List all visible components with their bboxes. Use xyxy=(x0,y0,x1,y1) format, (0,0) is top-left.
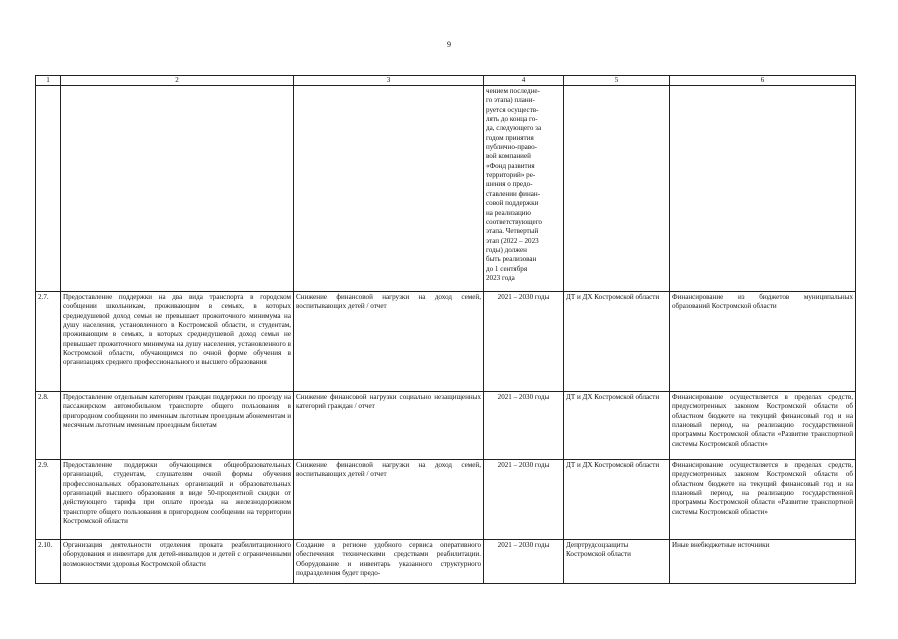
result-cell: Создание в регионе удобного сервиса оперативного обеспечения техническими средствами реабилитации. Оборудование и инвентарь указанного структурного подразделения будет предо- xyxy=(294,540,484,584)
page-number: 9 xyxy=(447,40,451,49)
table-row xyxy=(36,86,856,292)
funding-cell: Финансирование из бюджетов муниципальных образований Костромской области xyxy=(670,292,856,392)
measure-cell: Организация деятельности отделения проката реабилитационного оборудования и инвентаря для детей-инвалидов и детей с ограниченными возможностями здоровья Костромской области xyxy=(61,540,294,584)
executor-cell: ДТ и ДХ Костромской области xyxy=(564,392,670,460)
result-cell: Снижение финансовой нагрузки на доход семей, воспитывающих детей / отчет xyxy=(294,460,484,540)
measures-table xyxy=(35,75,856,584)
row-number: 2.10. xyxy=(36,540,61,584)
measure-cell xyxy=(61,86,294,292)
column-header: 2 xyxy=(61,76,294,86)
funding-cell: Финансирование осуществляется в пределах средств, предусмотренных законом Костромской области об областном бюджете на текущий финансовый год и на плановый период, на реализацию государственной программы Костромской области «Развитие транспортной системы Костромской области» xyxy=(670,392,856,460)
executor-cell: ДТ и ДХ Костромской области xyxy=(564,460,670,540)
measure-cell: Предоставление поддержки обучающимся общеобразовательных организаций, студентам, слушателям очной формы обучения профессиональных образовательных организаций и образовательных организаций высшего образования в виде 50-процентной скидки от действующего тарифа при оплате проезда на железнодорожном транспорте общего пользования в пригородном сообщении на территории Костромской области xyxy=(61,460,294,540)
table-header-row xyxy=(36,76,856,86)
row-number: 2.9. xyxy=(36,460,61,540)
table-row xyxy=(36,460,856,540)
period-cell: 2021 – 2030 годы xyxy=(484,392,564,460)
result-cell: Снижение финансовой нагрузки социально незащищенных категорий граждан / отчет xyxy=(294,392,484,460)
funding-cell: Финансирование осуществляется в пределах средств, предусмотренных законом Костромской области об областном бюджете на текущий финансовый год и на плановый период, на реализацию государственной программы Костромской области «Развитие транспортной системы Костромской области» xyxy=(670,460,856,540)
table-row xyxy=(36,392,856,460)
row-number xyxy=(36,86,61,292)
funding-cell: Иные внебюджетные источники xyxy=(670,540,856,584)
column-header: 5 xyxy=(564,76,670,86)
result-cell: Снижение финансовой нагрузки на доход семей, воспитывающих детей / отчет xyxy=(294,292,484,392)
period-cell: 2021 – 2030 годы xyxy=(484,292,564,392)
column-header: 6 xyxy=(670,76,856,86)
table-row xyxy=(36,540,856,584)
funding-cell xyxy=(670,86,856,292)
result-cell xyxy=(294,86,484,292)
measure-cell: Предоставление отдельным категориям граждан поддержки по проезду на пассажирском автомобильном транспорте общего пользования в пригородном сообщении по именным льготным проездным абонементам и месячным льготным именным проездным билетам xyxy=(61,392,294,460)
column-header: 4 xyxy=(484,76,564,86)
period-cell: 2021 – 2030 годы xyxy=(484,540,564,584)
period-cell: 2021 – 2030 годы xyxy=(484,460,564,540)
column-header: 1 xyxy=(36,76,61,86)
executor-cell xyxy=(564,86,670,292)
column-header: 3 xyxy=(294,76,484,86)
row-number: 2.8. xyxy=(36,392,61,460)
row-number: 2.7. xyxy=(36,292,61,392)
period-cell: чением последне- го этапа) плани- руется осуществ- лять до конца го- да, следующего за годом принятия публично-право- вой компанией «Фонд развития территорий» ре- шения о предо- ставлении финан- совой поддержки на реализацию соответствующего этапа. Четвертый этап (2022 – 2023 годы) должен быть реализован до 1 сентября 2023 года xyxy=(484,86,564,292)
executor-cell: Депртрудсоцзащиты Костромской области xyxy=(564,540,670,584)
table-row xyxy=(36,292,856,392)
executor-cell: ДТ и ДХ Костромской области xyxy=(564,292,670,392)
measure-cell: Предоставление поддержки на два вида транспорта в городском сообщении школьникам, проживающим в семьях, в которых среднедушевой доход семьи не превышает прожиточного минимума на душу населения, установленного в Костромской области, и студентам, проживающим в семьях, в которых среднедушевой доход семьи не превышает прожиточного минимума на душу населения, установленного в Костромской области, обучающимся по очной форме обучения в организациях среднего профессионального и высшего образования xyxy=(61,292,294,392)
